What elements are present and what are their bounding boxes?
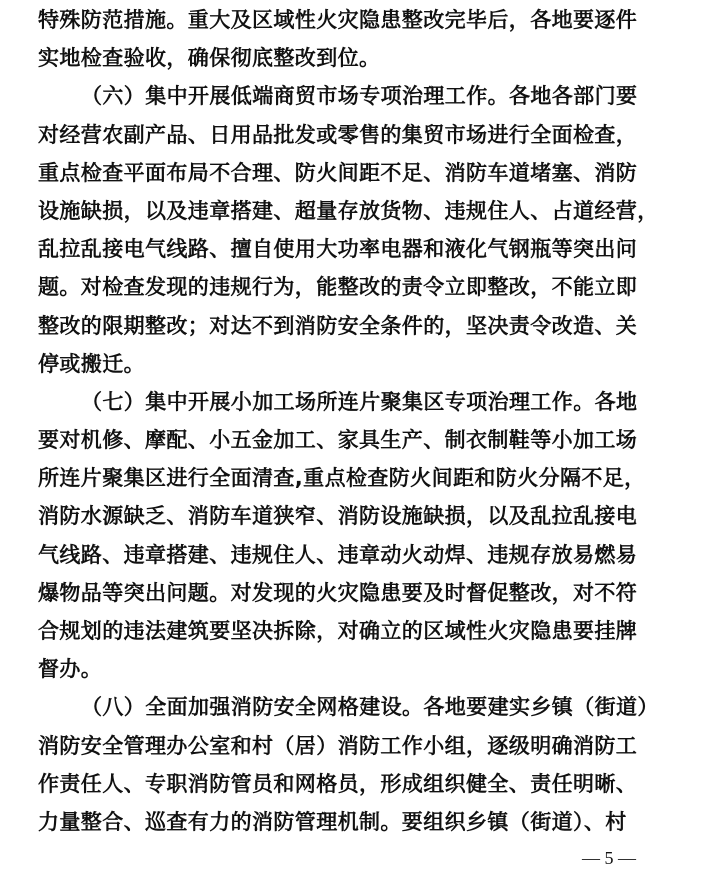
text-line: 消防水源缺乏、消防车道狭窄、消防设施缺损，以及乱拉乱接电 <box>38 504 638 529</box>
text-line: （八）全面加强消防安全网格建设。各地要建实乡镇（街道） <box>81 695 659 720</box>
text-line: 要对机修、摩配、小五金加工、家具生产、制衣制鞋等小加工场 <box>38 428 638 453</box>
text-line: 设施缺损，以及违章搭建、超量存放货物、违规住人、占道经营， <box>38 198 659 223</box>
text-line: 题。对检查发现的违规行为，能整改的责令立即整改，不能立即 <box>38 275 638 300</box>
text-line: （七）集中开展小加工场所连片聚集区专项治理工作。各地 <box>81 389 638 414</box>
text-line: 特殊防范措施。重大及区域性火灾隐患整改完毕后，各地要逐件 <box>38 8 638 32</box>
text-line: 爆物品等突出问题。对发现的火灾隐患要及时督促整改，对不符 <box>38 580 638 605</box>
text-line: 对经营农副产品、日用品批发或零售的集贸市场进行全面检查， <box>38 122 638 147</box>
text-line: 停或搬迁。 <box>38 351 145 376</box>
text-line: 重点检查平面布局不合理、防火间距不足、消防车道堵塞、消防 <box>38 160 638 185</box>
text-line: 气线路、违章搭建、违规住人、违章动火动焊、违规存放易燃易 <box>38 542 638 567</box>
text-line: 实地检查验收，确保彻底整改到位。 <box>38 46 381 71</box>
text-line: 力量整合、巡查有力的消防管理机制。要组织乡镇（街道）、村 <box>38 809 627 834</box>
text-line: 乱拉乱接电气线路、擅自使用大功率电器和液化气钢瓶等突出问 <box>38 237 638 262</box>
document-body <box>38 1 698 841</box>
paragraph-section-7 <box>38 383 698 689</box>
paragraph-continuation <box>38 1 698 77</box>
paragraph-section-6 <box>38 77 698 383</box>
text-line: 所连片聚集区进行全面清查,重点检查防火间距和防火分隔不足， <box>38 466 646 491</box>
text-line: 作责任人、专职消防管员和网格员，形成组织健全、责任明晰、 <box>38 771 638 796</box>
page-number: — 5 — <box>582 848 636 868</box>
text-line: 督办。 <box>38 657 103 682</box>
text-line: （六）集中开展低端商贸市场专项治理工作。各地各部门要 <box>81 84 638 109</box>
text-line: 合规划的违法建筑要坚决拆除，对确立的区域性火灾隐患要挂牌 <box>38 619 638 643</box>
text-line: 整改的限期整改；对达不到消防安全条件的，坚决责令改造、关 <box>38 313 638 338</box>
paragraph-section-8 <box>38 688 698 841</box>
text-line: 消防安全管理办公室和村（居）消防工作小组，逐级明确消防工 <box>38 733 638 758</box>
